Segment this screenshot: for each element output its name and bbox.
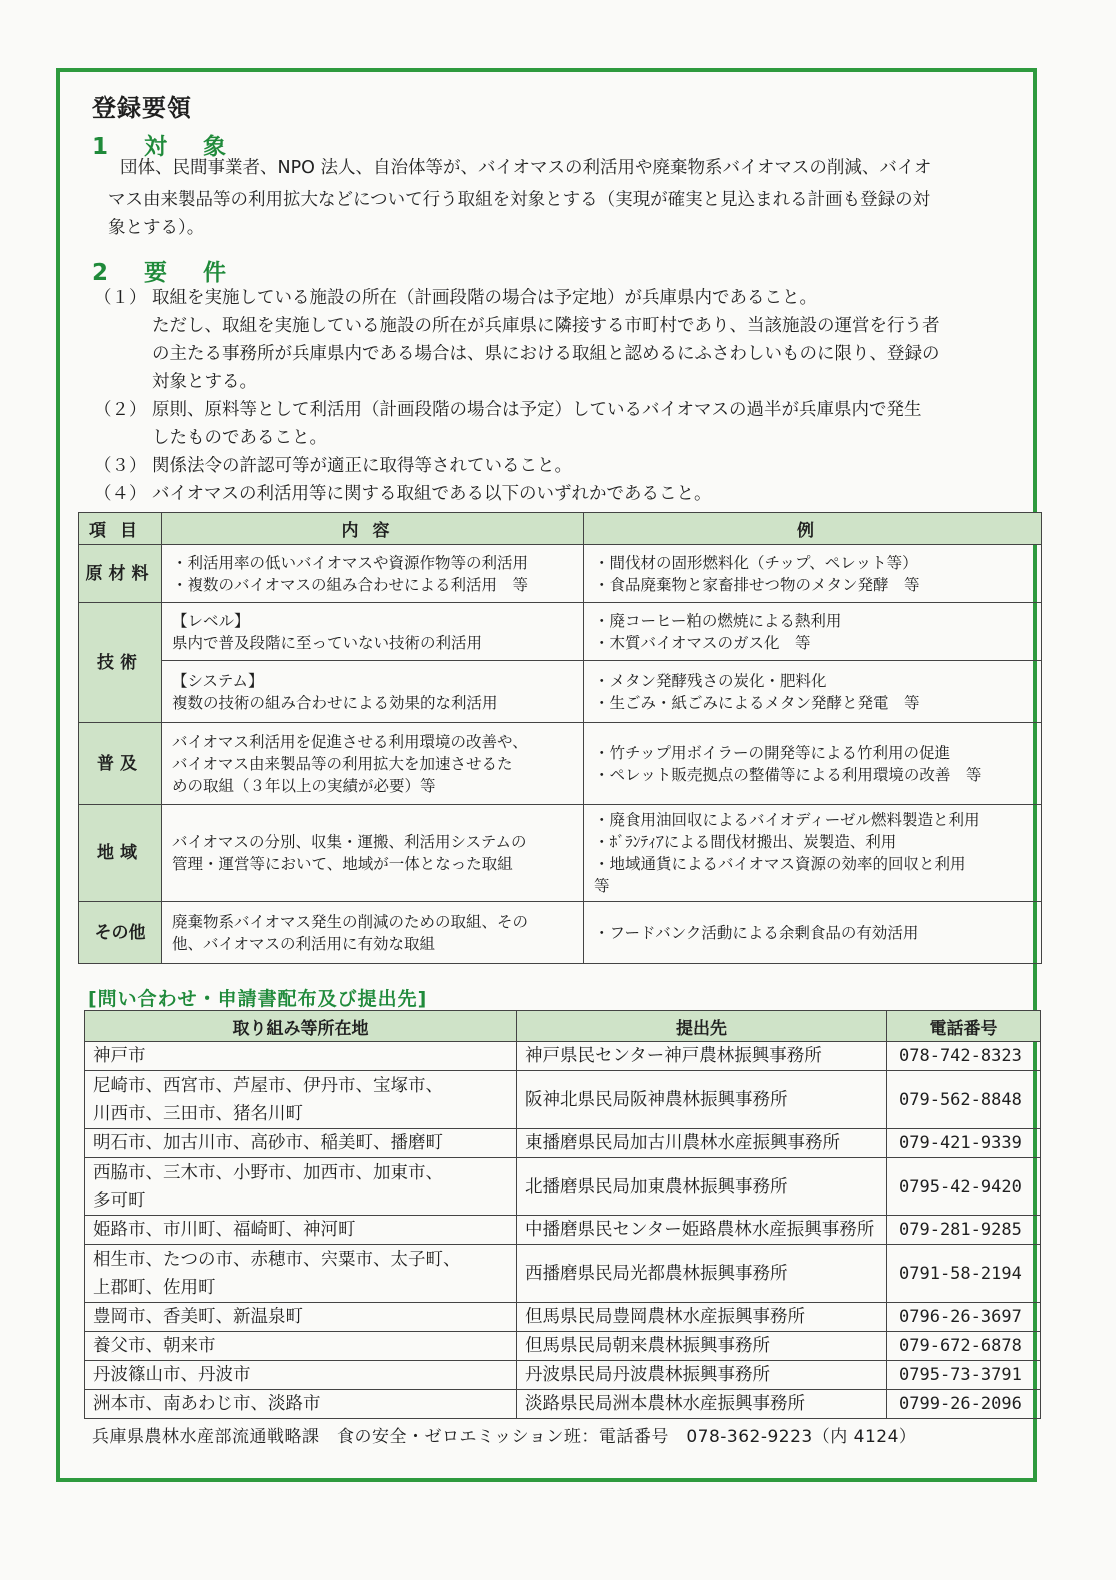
requirement-line: したものであること。 [152, 428, 327, 448]
cell-line: 【システム】 [172, 671, 264, 690]
table-row [79, 723, 1042, 805]
table-row [79, 805, 1042, 902]
phone-cell: 0795-42-9420 [887, 1158, 1041, 1216]
cell-line: 他、バイオマスの利活用に有効な取組 [172, 934, 436, 953]
area-cell [85, 1361, 517, 1390]
cell-line: ・ペレット販売拠点の整備等による利用環境の改善 等 [594, 765, 982, 784]
requirement-line: 対象とする。 [152, 372, 257, 392]
category-cell: 普及 [79, 723, 162, 805]
contact-header-row [85, 1011, 1041, 1042]
table-row [85, 1245, 1041, 1303]
office-cell: 阪神北県民局阪神農林振興事務所 [517, 1071, 887, 1129]
office-cell: 但馬県民局豊岡農林水産振興事務所 [517, 1303, 887, 1332]
office-cell: 北播磨県民局加東農林振興事務所 [517, 1158, 887, 1216]
contact-table-body [85, 1042, 1041, 1419]
area-cell [85, 1332, 517, 1361]
table-row [85, 1303, 1041, 1332]
office-cell: 東播磨県民局加古川農林水産振興事務所 [517, 1129, 887, 1158]
table-row [85, 1216, 1041, 1245]
cell-line: ・複数のバイオマスの組み合わせによる利活用 等 [172, 575, 529, 594]
phone-cell: 079-672-6878 [887, 1332, 1041, 1361]
phone-cell: 079-562-8848 [887, 1071, 1041, 1129]
area-line: 丹波篠山市、丹波市 [93, 1365, 251, 1385]
table-row [85, 1071, 1041, 1129]
content-cell [162, 661, 584, 723]
section-target-line-1: 団体、民間事業者、NPO 法人、自治体等が、バイオマスの利活用や廃棄物系バイオマスの削減、バイオ [120, 158, 932, 178]
cell-line: 等 [594, 877, 610, 895]
section-target-line-2: マス由来製品等の利用拡大などについて行う取組を対象とする（実現が確実と見込まれる計画も登録の対 [108, 190, 931, 210]
area-cell [85, 1216, 517, 1245]
area-cell [85, 1245, 517, 1303]
header-phone: 電話番号 [887, 1011, 1041, 1042]
footer-contact: 兵庫県農林水産部流通戦略課 食の安全・ゼロエミッション班：電話番号 078-362-9223（内 4124） [92, 1427, 917, 1447]
area-line: 神戸市 [93, 1046, 146, 1066]
cell-line: ・地域通貨によるバイオマス資源の効率的回収と利用 [594, 855, 966, 873]
phone-cell: 0795-73-3791 [887, 1361, 1041, 1390]
cell-line: ・生ごみ・紙ごみによるメタン発酵と発電 等 [594, 693, 920, 712]
table-row [85, 1390, 1041, 1419]
area-cell [85, 1129, 517, 1158]
cell-line: バイオマスの分別、収集・運搬、利活用システムの [172, 833, 527, 851]
requirement-number: （３） [94, 456, 147, 476]
cell-line: ・フードバンク活動による余剰食品の有効活用 [594, 923, 919, 942]
category-cell: 技術 [79, 603, 162, 723]
phone-cell: 0799-26-2096 [887, 1390, 1041, 1419]
header-content: 内容 [162, 513, 584, 545]
header-area: 取り組み等所在地 [85, 1011, 517, 1042]
cell-line: ・木質バイオマスのガス化 等 [594, 633, 811, 652]
table-row [79, 902, 1042, 964]
content-cell [162, 805, 584, 902]
cell-line: ・メタン発酵残さの炭化・肥料化 [594, 671, 827, 690]
requirement-line: の主たる事務所が兵庫県内である場合は、県における取組と認めるにふさわしいものに限り、登録の [152, 344, 940, 364]
cell-line: ・廃食用油回収によるバイオディーゼル燃料製造と利用 [594, 811, 980, 829]
area-line: 明石市、加古川市、高砂市、稲美町、播磨町 [93, 1133, 443, 1153]
header-item: 項目 [79, 513, 162, 545]
section-target-line-3: 象とする）。 [108, 218, 205, 238]
example-cell [584, 902, 1042, 964]
area-line: 養父市、朝来市 [93, 1336, 216, 1356]
criteria-header-row [79, 513, 1042, 545]
area-line: 上郡町、佐用町 [93, 1277, 216, 1298]
page-title: 登録要領 [92, 94, 192, 122]
cell-line: ・廃コーヒー粕の燃焼による熱利用 [594, 611, 842, 630]
area-cell [85, 1303, 517, 1332]
cell-line: バイオマス利活用を促進させる利用環境の改善や、 [172, 732, 528, 751]
table-row [85, 1129, 1041, 1158]
area-line: 豊岡市、香美町、新温泉町 [93, 1307, 303, 1327]
phone-cell: 0796-26-3697 [887, 1303, 1041, 1332]
area-cell [85, 1158, 517, 1216]
content-cell [162, 902, 584, 964]
requirement-line: 原則、原料等として利活用（計画段階の場合は予定）しているバイオマスの過半が兵庫県内で発生 [152, 400, 922, 420]
requirement-number: （２） [94, 400, 147, 420]
area-line: 尼崎市、西宮市、芦屋市、伊丹市、宝塚市、 [93, 1075, 443, 1096]
office-cell: 西播磨県民局光都農林振興事務所 [517, 1245, 887, 1303]
requirement-line: 取組を実施している施設の所在（計画段階の場合は予定地）が兵庫県内であること。 [152, 288, 817, 308]
cell-line: 【レベル】 [172, 611, 250, 630]
area-cell [85, 1071, 517, 1129]
section-heading-requirements: 2 要 件 [92, 260, 241, 286]
cell-line: 複数の技術の組み合わせによる効果的な利活用 [172, 693, 498, 712]
table-row [85, 1042, 1041, 1071]
cell-line: ・竹チップ用ボイラーの開発等による竹利用の促進 [594, 743, 951, 762]
criteria-table [78, 512, 1042, 964]
table-row [79, 661, 1042, 723]
office-cell: 但馬県民局朝来農林振興事務所 [517, 1332, 887, 1361]
example-cell [584, 723, 1042, 805]
example-cell [584, 545, 1042, 603]
office-cell: 神戸県民センター神戸農林振興事務所 [517, 1042, 887, 1071]
requirement-line: バイオマスの利活用等に関する取組である以下のいずれかであること。 [152, 484, 712, 504]
cell-line: めの取組（３年以上の実績が必要）等 [172, 776, 436, 795]
requirement-line: ただし、取組を実施している施設の所在が兵庫県に隣接する市町村であり、当該施設の運営を行う者 [152, 316, 940, 336]
area-line: 洲本市、南あわじ市、淡路市 [93, 1394, 321, 1414]
phone-cell: 079-421-9339 [887, 1129, 1041, 1158]
phone-cell: 078-742-8323 [887, 1042, 1041, 1071]
header-example: 例 [584, 513, 1042, 545]
category-cell: 地域 [79, 805, 162, 902]
office-cell: 淡路県民局洲本農林水産振興事務所 [517, 1390, 887, 1419]
requirement-number: （４） [94, 484, 147, 504]
content-cell [162, 545, 584, 603]
area-line: 相生市、たつの市、赤穂市、宍粟市、太子町、 [93, 1249, 461, 1270]
example-cell [584, 603, 1042, 661]
requirement-line: 関係法令の許認可等が適正に取得等されていること。 [152, 456, 572, 476]
table-row [79, 603, 1042, 661]
area-line: 姫路市、市川町、福崎町、神河町 [93, 1220, 356, 1240]
example-cell [584, 661, 1042, 723]
phone-cell: 0791-58-2194 [887, 1245, 1041, 1303]
requirement-number: （１） [94, 288, 147, 308]
area-line: 西脇市、三木市、小野市、加西市、加東市、 [93, 1162, 443, 1183]
area-line: 川西市、三田市、猪名川町 [93, 1103, 303, 1124]
office-cell: 中播磨県民センター姫路農林水産振興事務所 [517, 1216, 887, 1245]
example-cell [584, 805, 1042, 902]
area-cell [85, 1390, 517, 1419]
area-line: 多可町 [93, 1190, 146, 1211]
table-row [85, 1158, 1041, 1216]
category-cell: その他 [79, 902, 162, 964]
contact-table [84, 1010, 1041, 1419]
phone-cell: 079-281-9285 [887, 1216, 1041, 1245]
section-heading-target: 1 対 象 [92, 134, 241, 160]
cell-line: ・間伐材の固形燃料化（チップ、ペレット等） [594, 553, 918, 572]
cell-line: 県内で普及段階に至っていない技術の利活用 [172, 633, 483, 652]
content-cell [162, 603, 584, 661]
office-cell: 丹波県民局丹波農林振興事務所 [517, 1361, 887, 1390]
cell-line: バイオマス由来製品等の利用拡大を加速させるた [172, 754, 513, 773]
cell-line: 管理・運営等において、地域が一体となった取組 [172, 855, 513, 873]
category-cell: 原材料 [79, 545, 162, 603]
area-cell [85, 1042, 517, 1071]
header-office: 提出先 [517, 1011, 887, 1042]
contact-heading: [問い合わせ・申請書配布及び提出先] [88, 988, 428, 1010]
table-row [79, 545, 1042, 603]
cell-line: ・食品廃棄物と家畜排せつ物のメタン発酵 等 [594, 575, 920, 594]
content-cell [162, 723, 584, 805]
cell-line: ・ﾎﾞﾗﾝﾃｨｱによる間伐材搬出、炭製造、利用 [594, 833, 897, 851]
table-row [85, 1361, 1041, 1390]
cell-line: ・利活用率の低いバイオマスや資源作物等の利活用 [172, 553, 529, 572]
table-row [85, 1332, 1041, 1361]
cell-line: 廃棄物系バイオマス発生の削減のための取組、その [172, 912, 529, 931]
